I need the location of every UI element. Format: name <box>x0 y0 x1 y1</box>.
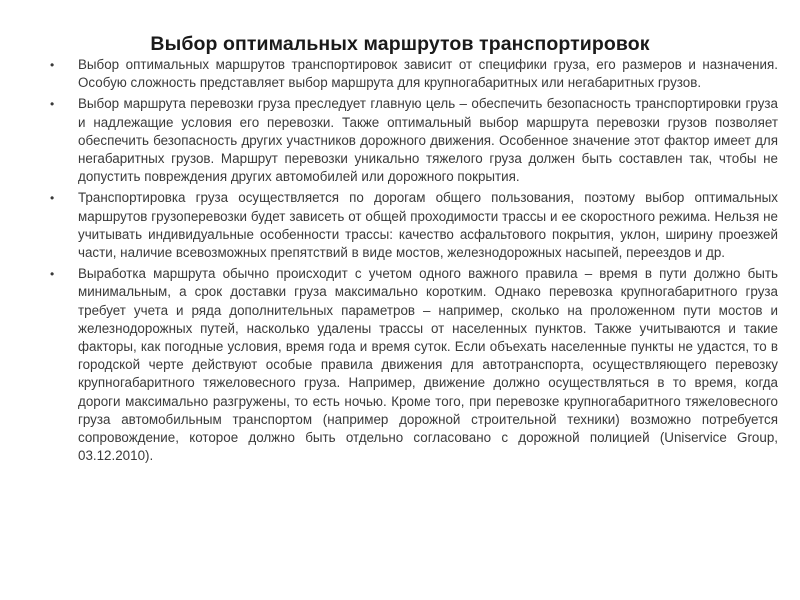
bullet-text: Выбор маршрута перевозки груза преследует главную цель – обеспечить безопасность транспортировки груза и надлежащие условия его перевозки. Также оптимальный выбор маршрута перевозки грузов позволяет обеспечить безопасность других участников дорожного движения. Особенное значение этот фактор имеет для негабаритных грузов. Маршрут перевозки уникально тяжелого груза должен быть составлен так, чтобы не допустить повреждения других автомобилей или дорожного покрытия. <box>78 96 778 185</box>
bullet-text: Транспортировка груза осуществляется по дорогам общего пользования, поэтому выбор оптимальных маршрутов грузоперевозки будет зависеть от общей проходимости трассы и ее скоростного режима. Нельзя не учитывать индивидуальные особенности трассы: качество асфальтового покрытия, уклон, ширину проезжей части, наличие всевозможных препятствий в виде мостов, железнодорожных насыпей, переездов и др. <box>78 190 778 261</box>
bullet-dot-icon: • <box>50 58 55 72</box>
bullet-text: Выработка маршрута обычно происходит с учетом одного важного правила – время в пути должно быть минимальным, а срок доставки груза максимально коротким. Однако перевозка крупногабаритного груза требует учета и ряда дополнительных параметров – например, сколько на проложенном пути мостов и железнодорожных путей, насколько удалены трассы от населенных пунктов. Также учитываются и такие факторы, как погодные условия, время года и время суток. Если объехать населенные пункты не удастся, то в городской черте действуют особые правила движения для автотранспорта, осуществляющего перевозку крупногабаритного тяжеловесного груза. Например, движение должно осуществляться в то время, когда дороги максимально разгружены, то есть ночью. Кроме того, при перевозке крупногабаритного тяжеловесного груза автомобильным транспортом (например дорожной строительной техники) возможно потребуется сопровождение, которое должно быть отдельно согласовано с дорожной полицией (Uniservice Group, 03.12.2010). <box>78 266 778 464</box>
bullet-text: Выбор оптимальных маршрутов транспортировок зависит от специфики груза, его размеров и назначения. Особую сложность представляет выбор маршрута для крупногабаритных или негабаритных грузов. <box>78 57 778 91</box>
bullet-item <box>48 95 778 186</box>
bullet-dot-icon: • <box>50 97 55 112</box>
slide-title: Выбор оптимальных маршрутов транспортировок <box>150 33 650 56</box>
bullet-item <box>48 265 778 465</box>
bullet-list <box>48 56 778 468</box>
bullet-dot-icon: • <box>50 191 55 206</box>
bullet-item <box>48 189 778 262</box>
bullet-dot-icon: • <box>50 267 55 282</box>
bullet-item <box>48 56 778 92</box>
